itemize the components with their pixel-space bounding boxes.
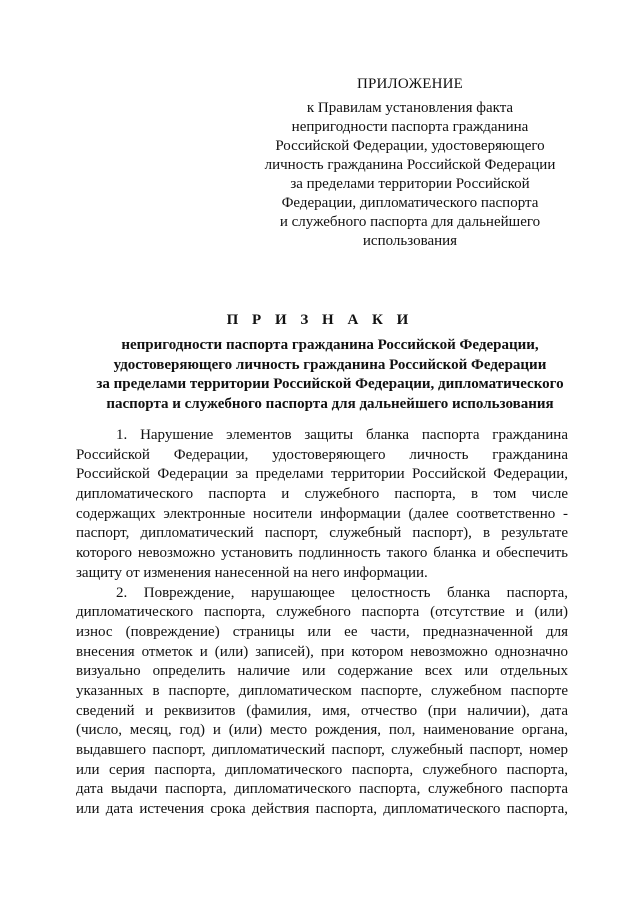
subtitle-line: удостоверяющего личность гражданина Российской Федерации [113,356,547,373]
appendix-line: использования [362,233,458,249]
document-title: П Р И З Н А К И [226,312,414,328]
document-subtitle [60,336,600,414]
subtitle-line: паспорта и служебного паспорта для дальнейшего использования [106,395,554,412]
appendix-line: и служебного паспорта для дальнейшего [279,214,541,230]
appendix-line: личность гражданина Российской Федерации [264,157,556,173]
paragraph-line: 1. Нарушение элементов защиты бланка паспорта гражданина [116,427,568,443]
paragraph-line: паспорт, дипломатический паспорт, служебный паспорт), в результате [76,525,568,542]
paragraph-line: Российской Федерации за пределами территории Российской Федерации, [76,466,568,483]
document-body [76,426,568,820]
paragraph-line: внесения отметок и (или) записей), при котором невозможно однозначно [76,643,568,660]
subtitle-line: непригодности паспорта гражданина Российской Федерации, [121,337,539,353]
appendix-line: к Правилам установления факта [306,100,514,116]
paragraph-line: выдавшего паспорт, дипломатический паспорт, служебный паспорт, номер [76,742,568,758]
appendix-line: за пределами территории Российской [290,176,530,192]
paragraph-line: сведений и реквизитов (фамилия, имя, отчество (при наличии), дата [76,702,568,719]
paragraph-line: износ (повреждение) страницы или ее части, предназначенной для [76,623,568,640]
paragraph-2 [76,584,568,820]
paragraph-line: (число, месяц, год) и (или) место рождения, пол, наименование органа, [76,722,568,739]
paragraph-line: визуально определить наличие или содержание всех или отдельных [76,663,568,680]
paragraph-line: дипломатического паспорта, служебного паспорта (отсутствие и (или) [76,604,568,621]
paragraph-line: или дата истечения срока действия паспорта, дипломатического паспорта, [76,801,568,818]
paragraph-line: Российской Федерации, удостоверяющего личность гражданина [76,446,568,463]
paragraph-line: дипломатического паспорта и служебного паспорта, в том числе [76,486,568,503]
paragraph-line: дата выдачи паспорта, дипломатического паспорта, служебного паспорта [76,781,568,798]
paragraph-1 [76,426,568,584]
paragraph-line: или серия паспорта, дипломатического паспорта, служебного паспорта, [76,761,568,778]
paragraph-line: которого невозможно установить подлинность такого бланка и обеспечить [76,545,568,562]
paragraph-line: указанных в паспорте, дипломатическом паспорте, служебном паспорте [76,682,568,699]
paragraph-line: защиту от изменения нанесенной на него информации. [76,564,428,581]
appendix-line: Российской Федерации, удостоверяющего [275,138,545,154]
paragraph-line: содержащих электронные носители информации (далее соответственно - [76,505,568,522]
paragraph-line: 2. Повреждение, нарушающее целостность бланка паспорта, [116,584,568,601]
appendix-title: ПРИЛОЖЕНИЕ [356,76,464,92]
appendix-header [255,75,565,251]
appendix-line: непригодности паспорта гражданина [291,119,529,135]
appendix-line: Федерации, дипломатического паспорта [281,195,539,211]
subtitle-line: за пределами территории Российской Федерации, дипломатического [96,376,564,392]
